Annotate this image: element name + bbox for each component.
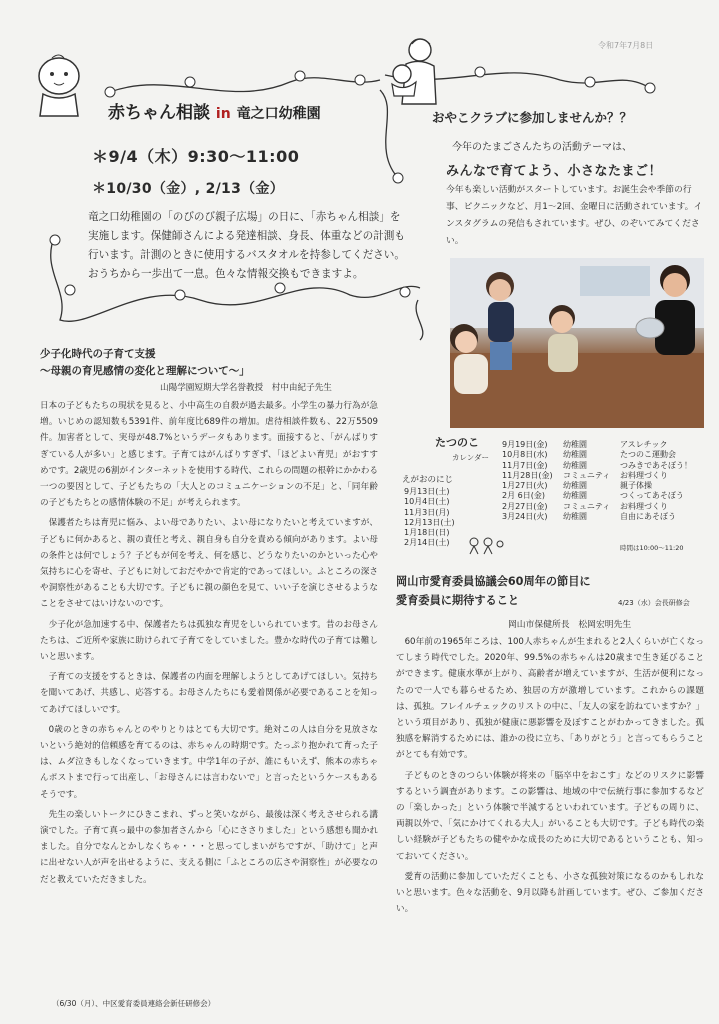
oyako-paragraph: 今年も楽しい活動がスタートしています。お誕生会や季節の行事、ピクニックなど、月1〜2回、金曜日に活動されています。インスタグラムの発信もされています。ぜひ、のぞいてみてください。 [446,185,703,246]
calendar-date: 2月27日(金) [502,501,548,511]
calendar-place: 幼稚園 [563,491,587,501]
anniversary-title-1: 岡山市愛育委員協議会60周年の節目に [396,575,591,588]
article-footer: （6/30（月）、中区愛育委員連絡会新任研修会） [52,999,216,1008]
anniversary-title-2: 愛育委員に期待すること [396,594,520,607]
oyako-theme: みんなで育てよう、小さなたまご！ [446,164,663,179]
calendar-place: コミュニティ [563,501,611,511]
venue: 竜之口幼稚園 [236,106,321,122]
time-note: 時間は10:00〜11:20 [620,544,684,552]
calendar-activity: つくってあそぼう [620,491,684,501]
calendar-date: 2月14日(土) [404,538,450,548]
calendar-place: 幼稚園 [563,450,587,460]
calendar-date: 9月13日(土) [404,487,450,496]
calendar-date: 10月4日(土) [404,497,450,507]
tatsunoko-dates [502,440,553,522]
in-word: in [215,106,231,122]
tatsunoko-title: たつのこ [435,436,479,449]
mother-and-baby-icon [384,34,444,106]
article-para: 少子化が急加速する中、保護者たちは孤独な育児をしいられています。昔のお母さんたちは、ご近所や家族に助けられて子育てをしていました。豊かな時代の子育ては難しいと思います。 [40,619,378,663]
anniversary-para: 子どものときのつらい体験が将来の「脳卒中をおこす」などのリスクに影響するという調査があります。この影響は、地域の中で伝統行事に参加するなどの「楽しかった」という体験で半減するといわれています。子どもの周りに、両親以外で、「気にかけてくれる大人」がいることも大切です。子ども時代の楽しい経験が子どもたちの健やかな成長のために大切であるということも、知っておいてください。 [396,770,704,862]
calendar-date: 11月3日(月) [404,507,450,517]
calendar-date: 10月8日(水) [502,450,548,460]
baby-consult-paragraph: 竜之口幼稚園の「のびのび親子広場」の日に、「赤ちゃん相談」を実施します。保健師さんによる発達相談、身長、体重などの計測も行います。計測のときに使用するバスタオルを持参してください。おうちから一歩出て一息。色々な情報交換もできますよ。 [88,211,405,280]
article-title-2: 〜母親の育児感情の変化と理解について〜」 [40,365,250,377]
oyako-theme-intro: 今年のたまごさんたちの活動テーマは、 [452,142,632,153]
calendar-date: 11月28日(金) [502,470,553,480]
article-para: 子育ての支援をするときは、保護者の内面を理解しようとしてあげてほしい。気持ちを聞いてあげ、共感し、応答する。お母さんたちにも愛着関係が必要であることを知ってあげてほしいです。 [40,672,378,715]
calendar-date: 2月 6日(金) [502,491,545,501]
calendar-date: 3月24日(火) [502,512,548,522]
calendar-activity: つみきであそぼう！ [620,460,692,470]
oyako-heading: おやこクラブに参加しませんか？？ [432,110,633,125]
calendar-date: 1月27日(火) [502,481,548,491]
anniversary-author: 岡山市保健所長 松岡宏明先生 [508,620,632,630]
eganoniji-list [404,487,455,549]
calendar-activity: お料理づくり [620,501,668,511]
children-photo [450,258,704,428]
calendar-date: 1月18日(日) [404,528,450,538]
anniversary-body [396,634,704,917]
calendar-activity: 親子体操 [620,481,652,491]
article-para: 保護者たちは育児に悩み、よい母でありたい、よい母になりたいと考えていますが、子どもに何かあると、親の責任と考え、親自身も自分を責める傾向があります。よい母の条件とは何でしょう？子どもが何を考え、何を感じ、どうなりたいのかといった心や気持ちに心を寄せ、子どもに対しておだやかで肯定的であってほしい。ふところの深さや洞察性があることも大切です。子どもに親の顔色を見て、いい子を演じさせるようなことをさせてはいけないのです。 [40,518,378,610]
calendar-date: 12月13日(土) [404,517,455,527]
tatsunoko-activities [620,440,692,522]
article-para: 日本の子どもたちの現状を見ると、小中高生の自殺が過去最多。小学生の暴力行為が急増。いじめの認知数も5391件、前年度比689件の増加。虐待相談件数も、22万5509件。加害者として、実母が48.7%というデータもあります。面接すると、「がんばりすぎている人が多い」と感じます。子育てはがんばりすぎず、「ほどよい育児」がおすすめです。2歳児の6割がインターネットを使用する時代、これらの問題の根幹にかかわる一つの要因として、子どもたちの「大人とのコミュニケーションの不足」と、「同年齢の子どもたちとの感情体験の不足」が考えられます。 [40,401,378,509]
calendar-activity: アスレチック [620,440,668,449]
article-author: 山陽学園短期大学名誉教授 村中由紀子先生 [160,383,332,393]
page-date: 令和7年7月8日 [598,41,654,50]
consult-date-1: ＊9/4（木）9:30〜11:00 [92,147,300,166]
article-body [40,398,378,888]
calendar-place: 幼稚園 [563,512,587,522]
eganoniji-title: えがおのにじ [402,475,454,485]
calendar-date: 11月7日(金) [502,460,548,470]
baby-face-icon [28,50,90,120]
article-para: 先生の楽しいトークにひきこまれ、ずっと笑いながら、最後は深く考えさせられる講演でした。子育て真っ最中の参加者さんから「心にささりました」という感想も聞かれました。自分でなんとかしなくちゃ・・・と思ってしまいがちですが、「助けて」と声に出せない人が声を出せるように、支える側に「ふところの広さや洞察性」が必要なのだと教えていただきました。 [40,809,378,885]
calendar-place: 幼稚園 [563,440,587,449]
article-para: 0歳のときの赤ちゃんとのやりとりはとても大切です。絶対この人は自分を見放さないという絶対的信頼感を育てるのは、赤ちゃんの時期です。たっぷり抱かれて育った子は、ムダ泣きもしなくなっていきます。中学1年の子が、誰にもいえず、熊本の赤ちゃんポストまで行って出産し、「お母さんには言わないで」と言ったというケースもあるそうです。 [40,724,378,800]
anniversary-note: 4/23（水）会長研修会 [618,599,690,607]
calendar-activity: お料理づくり [620,470,668,480]
calendar-word: カレンダー [452,453,490,462]
article-title-1: 少子化時代の子育て支援 [40,348,156,360]
children-playing-icon [450,258,704,428]
anniversary-para: 60年前の1965年ころは、100人赤ちゃんが生まれると2人くらいが亡くなってしまう時代でした。2020年、99.5%の赤ちゃんは20歳まで生き延びることができます。健康水準が上がり、高齢者が増えていますが、生活が便利になったので一人でも暮らせるため、独居の方が激増しています。これからの課題は、孤独。フレイルチェックのリストの中に、「友人の家を訪ねていますか？」という項目があり、孤独が健康に悪影響を及ぼすことがわかってきました。孤独感を解消するためには、誰かの役に立ち、「ありがとう」と言ってもらうことがとても有効です。 [396,637,704,761]
calendar-place: コミュニティ [563,470,611,480]
calendar-activity: たつのこ運動会 [620,450,676,460]
anniversary-para: 愛育の活動に参加していただくことも、小さな孤独対策になるのかもしれないと思います。色々な活動を、9月以降も計画しています。ぜひ、ご参加ください。 [396,871,704,915]
consult-date-2: ＊10/30（金）, 2/13（金） [92,181,285,197]
tatsunoko-places [563,440,610,522]
calendar-place: 幼稚園 [563,481,587,491]
calendar-place: 幼稚園 [563,460,587,470]
baby-consult-heading: 赤ちゃん相談 [108,103,210,123]
calendar-date: 9月19日(金) [502,440,548,449]
baby-consult-title [108,98,321,123]
kids-doodle-icon [466,536,504,556]
calendar-activity: 自由にあそぼう [620,512,676,522]
